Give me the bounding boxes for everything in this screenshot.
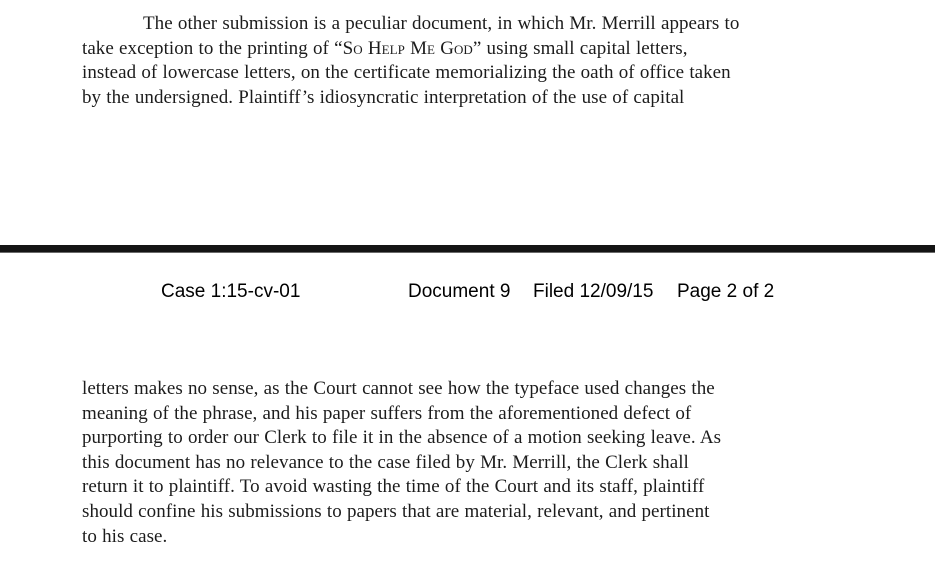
text-line: should confine his submissions to papers that are material, relevant, and pertinent: [82, 500, 710, 522]
text-line: letters makes no sense, as the Court cannot see how the typeface used changes the: [82, 378, 715, 399]
body-paragraph-bottom: [82, 377, 882, 549]
text-line: meaning of the phrase, and his paper suffers from the aforementioned defect of: [82, 402, 692, 424]
filing-header: [0, 281, 935, 305]
body-paragraph-top: [82, 12, 882, 110]
text-line: by the undersigned. Plaintiff’s idiosyncratic interpretation of the use of capital: [82, 86, 685, 108]
page-2-top: [0, 252, 935, 585]
text-line: to his case.: [82, 525, 168, 547]
text-line: The other submission is a peculiar document, in which Mr. Merrill appears to: [143, 13, 740, 34]
text-line: instead of lowercase letters, on the certificate memorializing the oath of office taken: [82, 62, 731, 84]
filed-date: Filed 12/09/15: [533, 281, 654, 302]
small-caps-phrase: So Help Me God: [342, 37, 473, 59]
case-number: Case 1:15-cv-01: [161, 281, 301, 302]
text-fragment: take exception to the printing of “: [82, 37, 343, 59]
text-line: return it to plaintiff. To avoid wasting the time of the Court and its staff, plaintiff: [82, 476, 705, 498]
page-1-bottom: [0, 0, 935, 245]
text-line: this document has no relevance to the case filed by Mr. Merrill, the Clerk shall: [82, 451, 689, 473]
document-number: Document 9: [408, 281, 511, 302]
text-line: purporting to order our Clerk to file it in the absence of a motion seeking leave. As: [82, 427, 722, 449]
text-fragment: ” using small capital letters,: [472, 37, 688, 59]
text-line: [82, 37, 882, 62]
page-indicator: Page 2 of 2: [677, 281, 775, 302]
